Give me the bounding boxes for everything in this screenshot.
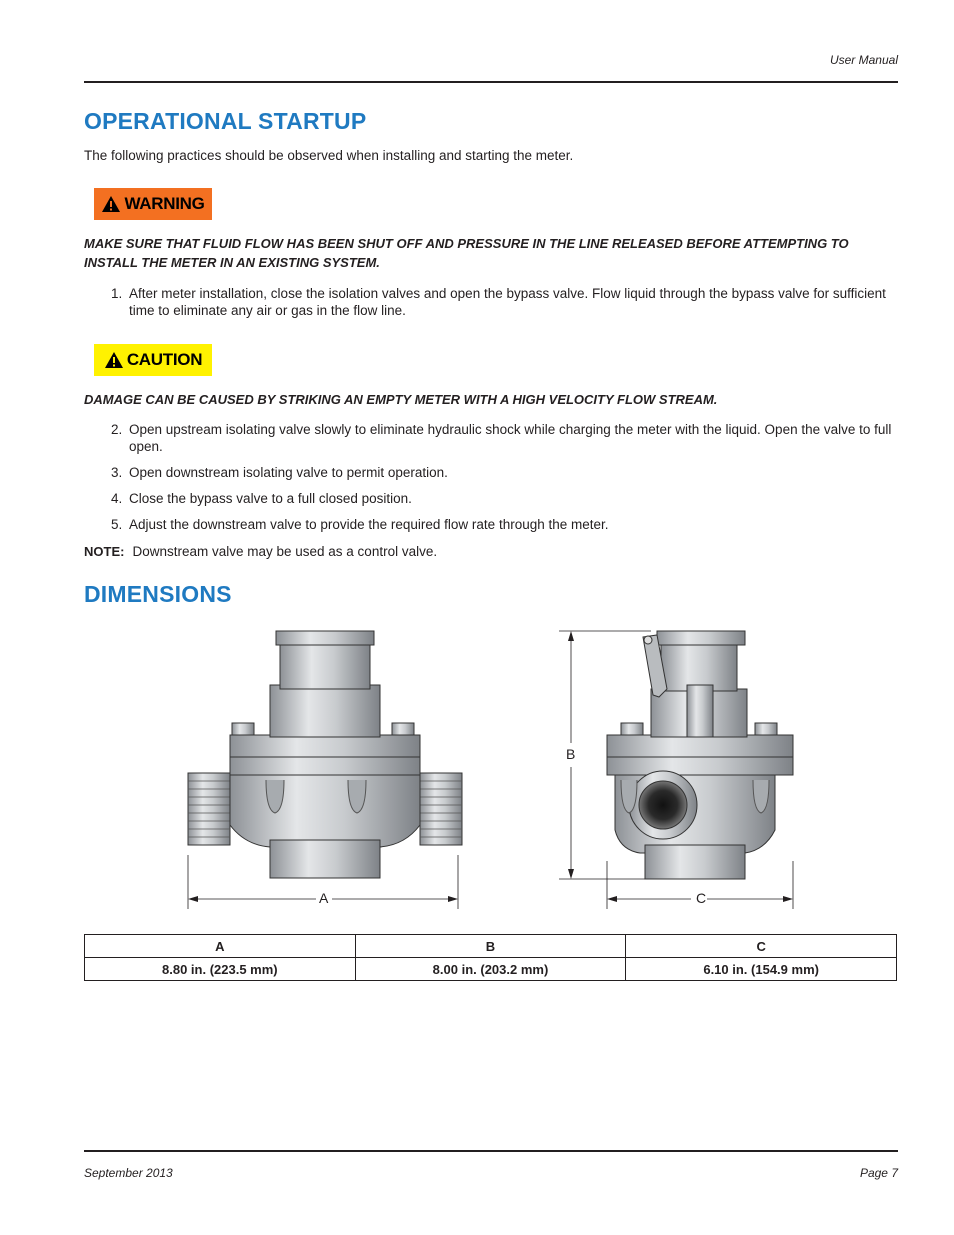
table-cell: 8.80 in. (223.5 mm) [85,958,356,981]
caution-badge [94,344,212,376]
footer-date: September 2013 [84,1166,173,1180]
section-title-startup: OPERATIONAL STARTUP [84,108,367,134]
step-number: 5. [111,517,123,532]
table-header-cell: B [355,935,626,958]
table-cell: 6.10 in. (154.9 mm) [626,958,897,981]
header-label: User Manual [829,53,898,67]
step-text: Open downstream isolating valve to permit operation. [129,465,448,480]
dimension-label-a: A [319,890,329,906]
table-row [85,958,897,981]
warning-text: MAKE SURE THAT FLUID FLOW HAS BEEN SHUT OFF AND PRESSURE IN THE LINE RELEASED BEFORE ATTEMPTING TO INSTALL THE METER IN AN EXISTING SYSTEM. [84,236,849,270]
footer-page-number: Page 7 [859,1166,898,1180]
list-item [84,421,894,455]
table-header-cell: A [85,935,356,958]
dimension-label-c: C [696,890,707,906]
header-rule [84,81,898,83]
step-number: 3. [111,465,123,480]
meter-front-view [180,625,470,915]
step-number: 2. [111,422,123,437]
note-label: NOTE: [84,544,125,559]
table-header-cell: C [626,935,897,958]
table-cell: 8.00 in. (203.2 mm) [355,958,626,981]
warning-triangle-icon [101,195,121,213]
meter-side-view [555,625,805,915]
step-number: 1. [111,286,123,301]
list-item [84,464,894,481]
footer-rule [84,1150,898,1152]
step-text: Close the bypass valve to a full closed position. [129,491,412,506]
dimension-label-b: B [566,746,576,762]
warning-label: WARNING [124,194,205,213]
caution-triangle-icon [104,351,124,369]
step-text: After meter installation, close the isolation valves and open the bypass valve. Flow liquid through the bypass valve for sufficient time to eliminate any air or gas in the flow line. [129,286,886,318]
list-item [84,285,894,319]
list-item [84,490,894,507]
step-text: Adjust the downstream valve to provide the required flow rate through the meter. [129,517,609,532]
list-item [84,516,894,533]
note-text: Downstream valve may be used as a control valve. [132,544,438,559]
warning-badge [94,188,212,220]
caution-text: DAMAGE CAN BE CAUSED BY STRIKING AN EMPTY METER WITH A HIGH VELOCITY FLOW STREAM. [84,392,718,407]
note [84,544,437,559]
step-text: Open upstream isolating valve slowly to eliminate hydraulic shock while charging the meter with the liquid. Open the valve to full open. [129,422,892,454]
step-number: 4. [111,491,123,506]
table-header-row [85,935,897,958]
section-title-dimensions: DIMENSIONS [84,581,232,607]
dimensions-table [84,934,897,981]
caution-label: CAUTION [126,350,203,369]
startup-intro: The following practices should be observed when installing and starting the meter. [84,148,574,163]
